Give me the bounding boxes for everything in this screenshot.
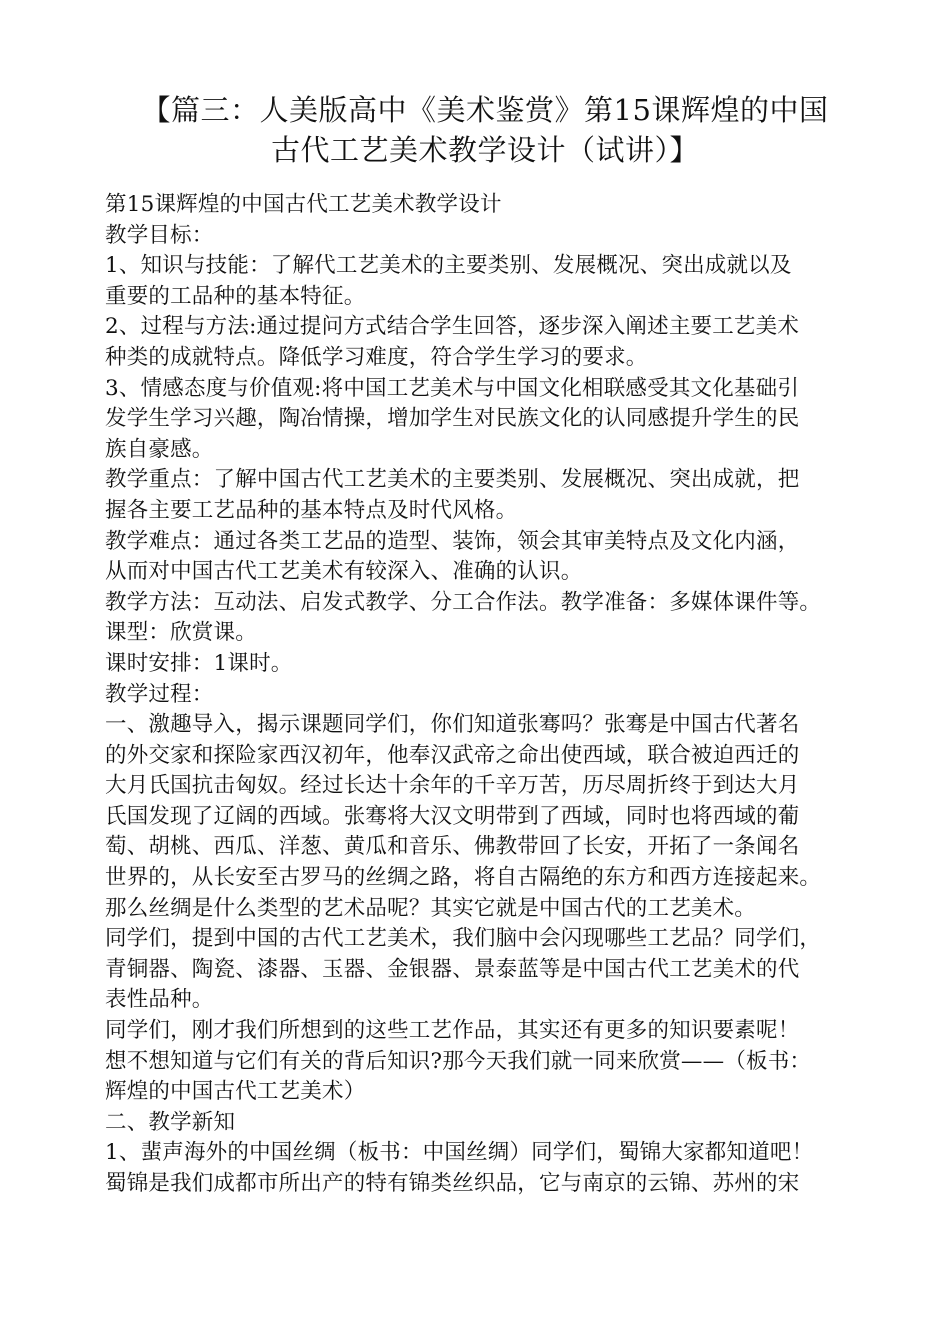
body-line: 3、情感态度与价值观:将中国工艺美术与中国文化相联感受其文化基础引: [105, 375, 800, 401]
body-line: 那么丝绸是什么类型的艺术品呢？其实它就是中国古代的工艺美术。: [105, 895, 757, 921]
body-line: 族自豪感。: [105, 436, 214, 462]
body-line: 课型：欣赏课。: [105, 620, 257, 646]
document-title-line-2: 古代工艺美术教学设计（试讲）】: [270, 133, 699, 167]
body-line: 二、教学新知: [105, 1109, 236, 1135]
body-line: 2、过程与方法:通过提问方式结合学生回答，逐步深入阐述主要工艺美术: [105, 314, 800, 340]
body-line: 教学难点：通过各类工艺品的造型、装饰，领会其审美特点及文化内涵，: [105, 528, 800, 554]
body-line: 教学方法：互动法、启发式教学、分工合作法。教学准备：多媒体课件等。: [105, 589, 822, 615]
body-line: 表性品种。: [105, 987, 214, 1013]
body-line: 蜀锦是我们成都市所出产的特有锦类丝织品，它与南京的云锦、苏州的宋: [105, 1171, 800, 1196]
document-body: [105, 190, 895, 1200]
body-line: 辉煌的中国古代工艺美术）: [105, 1079, 366, 1105]
body-line: 教学重点：了解中国古代工艺美术的主要类别、发展概况、突出成就，把: [105, 467, 800, 493]
body-line: 1、知识与技能：了解代工艺美术的主要类别、发展概况、突出成就以及: [105, 253, 792, 279]
body-line: 教学过程：: [105, 681, 214, 707]
body-line: 课时安排：1课时。: [105, 650, 293, 676]
body-line: 1、蜚声海外的中国丝绸（板书：中国丝绸）同学们，蜀锦大家都知道吧！: [105, 1140, 814, 1166]
body-line: 同学们，提到中国的古代工艺美术，我们脑中会闪现哪些工艺品？同学们，: [105, 926, 822, 952]
body-line: 氏国发现了辽阔的西域。张骞将大汉文明带到了西域，同时也将西域的葡: [105, 803, 800, 829]
body-line: 教学目标：: [105, 222, 214, 248]
body-line: 的外交家和探险家西汉初年，他奉汉武帝之命出使西域，联合被迫西迁的: [105, 742, 800, 768]
body-line: 想不想知道与它们有关的背后知识?那今天我们就一同来欣赏——（板书：: [105, 1048, 812, 1074]
body-line: 重要的工品种的基本特征。: [105, 283, 366, 309]
body-line: 青铜器、陶瓷、漆器、玉器、金银器、景泰蓝等是中国古代工艺美术的代: [105, 956, 800, 982]
body-line: 大月氏国抗击匈奴。经过长达十余年的千辛万苦，历尽周折终于到达大月: [105, 773, 800, 799]
body-line: 握各主要工艺品种的基本特点及时代风格。: [105, 497, 518, 523]
body-line: 同学们，刚才我们所想到的这些工艺作品，其实还有更多的知识要素呢！: [105, 1018, 800, 1044]
body-line: 世界的，从长安至古罗马的丝绸之路，将自古隔绝的东方和西方连接起来。: [105, 865, 822, 891]
body-line: 发学生学习兴趣，陶冶情操，增加学生对民族文化的认同感提升学生的民: [105, 406, 800, 432]
body-line: 一、激趣导入，揭示课题同学们，你们知道张骞吗？张骞是中国古代著名: [105, 712, 800, 738]
body-line: 种类的成就特点。降低学习难度，符合学生学习的要求。: [105, 344, 648, 370]
body-line: 第15课辉煌的中国古代工艺美术教学设计: [105, 192, 502, 217]
body-line: 萄、胡桃、西瓜、洋葱、黄瓜和音乐、佛教带回了长安，开拓了一条闻名: [105, 834, 800, 860]
body-line: 从而对中国古代工艺美术有较深入、准确的认识。: [105, 559, 583, 585]
document-title-line-1: 【篇三：人美版高中《美术鉴赏》第15课辉煌的中国: [141, 93, 829, 127]
